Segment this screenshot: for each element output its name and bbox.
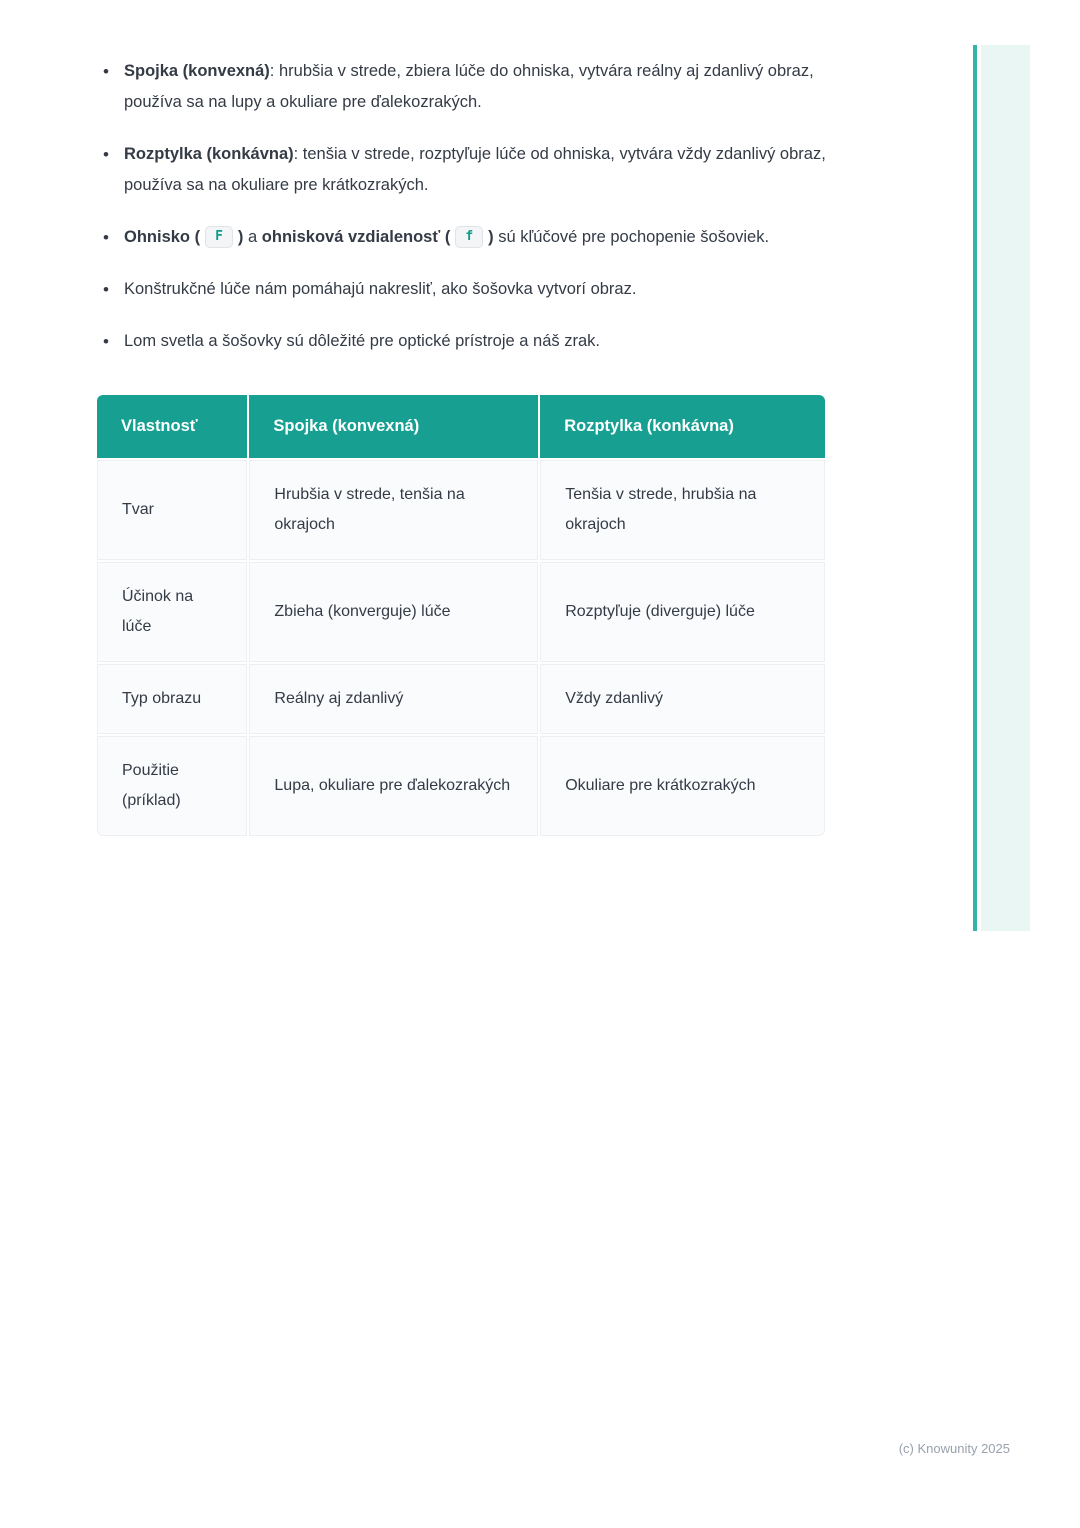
table-cell: Rozptyľuje (diverguje) lúče bbox=[540, 562, 825, 662]
bullet-item bbox=[124, 222, 869, 253]
text-segment-bold: ) bbox=[488, 228, 494, 246]
text-segment: : hrubšia v strede, zbiera lúče do ohniska, vytvára reálny aj zdanlivý obraz, používa sa na lupy a okuliare pre ďalekozrakých. bbox=[124, 62, 814, 111]
table-header-cell: Vlastnosť bbox=[97, 395, 247, 458]
table-cell: Účinok na lúče bbox=[97, 562, 247, 662]
table-row bbox=[97, 460, 825, 560]
table-cell: Zbieha (konverguje) lúče bbox=[249, 562, 538, 662]
inline-code-badge-f: f bbox=[455, 226, 483, 248]
bullet-item bbox=[124, 274, 869, 305]
notes-bullet-list bbox=[95, 56, 865, 357]
text-segment: Lom svetla a šošovky sú dôležité pre optické prístroje a náš zrak. bbox=[124, 332, 600, 350]
text-segment-bold: Rozptylka (konkávna) bbox=[124, 145, 294, 163]
copyright-footer: (c) Knowunity 2025 bbox=[898, 1441, 1010, 1456]
table-cell: Hrubšia v strede, tenšia na okrajoch bbox=[249, 460, 538, 560]
page-content bbox=[0, 0, 880, 838]
bullet-item bbox=[124, 139, 869, 201]
table-cell: Typ obrazu bbox=[97, 664, 247, 734]
text-segment: : tenšia v strede, rozptyľuje lúče od ohniska, vytvára vždy zdanlivý obraz, používa sa na okuliare pre krátkozrakých. bbox=[124, 145, 826, 194]
text-segment-bold: Ohnisko ( bbox=[124, 228, 201, 246]
text-segment: Konštrukčné lúče nám pomáhajú nakresliť, ako šošovka vytvorí obraz. bbox=[124, 280, 637, 298]
text-segment-bold: Spojka (konvexná) bbox=[124, 62, 270, 80]
lens-comparison-table bbox=[95, 393, 827, 838]
text-segment: sú kľúčové pre pochopenie šošoviek. bbox=[493, 228, 770, 246]
table-cell: Tenšia v strede, hrubšia na okrajoch bbox=[540, 460, 825, 560]
table-cell: Reálny aj zdanlivý bbox=[249, 664, 538, 734]
table-cell: Okuliare pre krátkozrakých bbox=[540, 736, 825, 836]
inline-code-badge-F: F bbox=[205, 226, 233, 248]
table-cell: Lupa, okuliare pre ďalekozrakých bbox=[249, 736, 538, 836]
table-row bbox=[97, 736, 825, 836]
table-row bbox=[97, 664, 825, 734]
text-segment-bold: ) bbox=[237, 228, 244, 246]
text-segment: a bbox=[243, 228, 262, 246]
side-scroll-track[interactable] bbox=[981, 45, 1030, 931]
bullet-item bbox=[124, 56, 869, 118]
text-segment-bold: ohnisková vzdialenosť ( bbox=[261, 228, 451, 246]
vertical-accent-line bbox=[973, 45, 977, 931]
table-cell: Vždy zdanlivý bbox=[540, 664, 825, 734]
table-header-cell: Rozptylka (konkávna) bbox=[540, 395, 825, 458]
table-cell: Tvar bbox=[97, 460, 247, 560]
table-header-cell: Spojka (konvexná) bbox=[249, 395, 538, 458]
bullet-item bbox=[124, 326, 869, 357]
table-row bbox=[97, 562, 825, 662]
table-header-row bbox=[97, 395, 825, 458]
table-cell: Použitie (príklad) bbox=[97, 736, 247, 836]
